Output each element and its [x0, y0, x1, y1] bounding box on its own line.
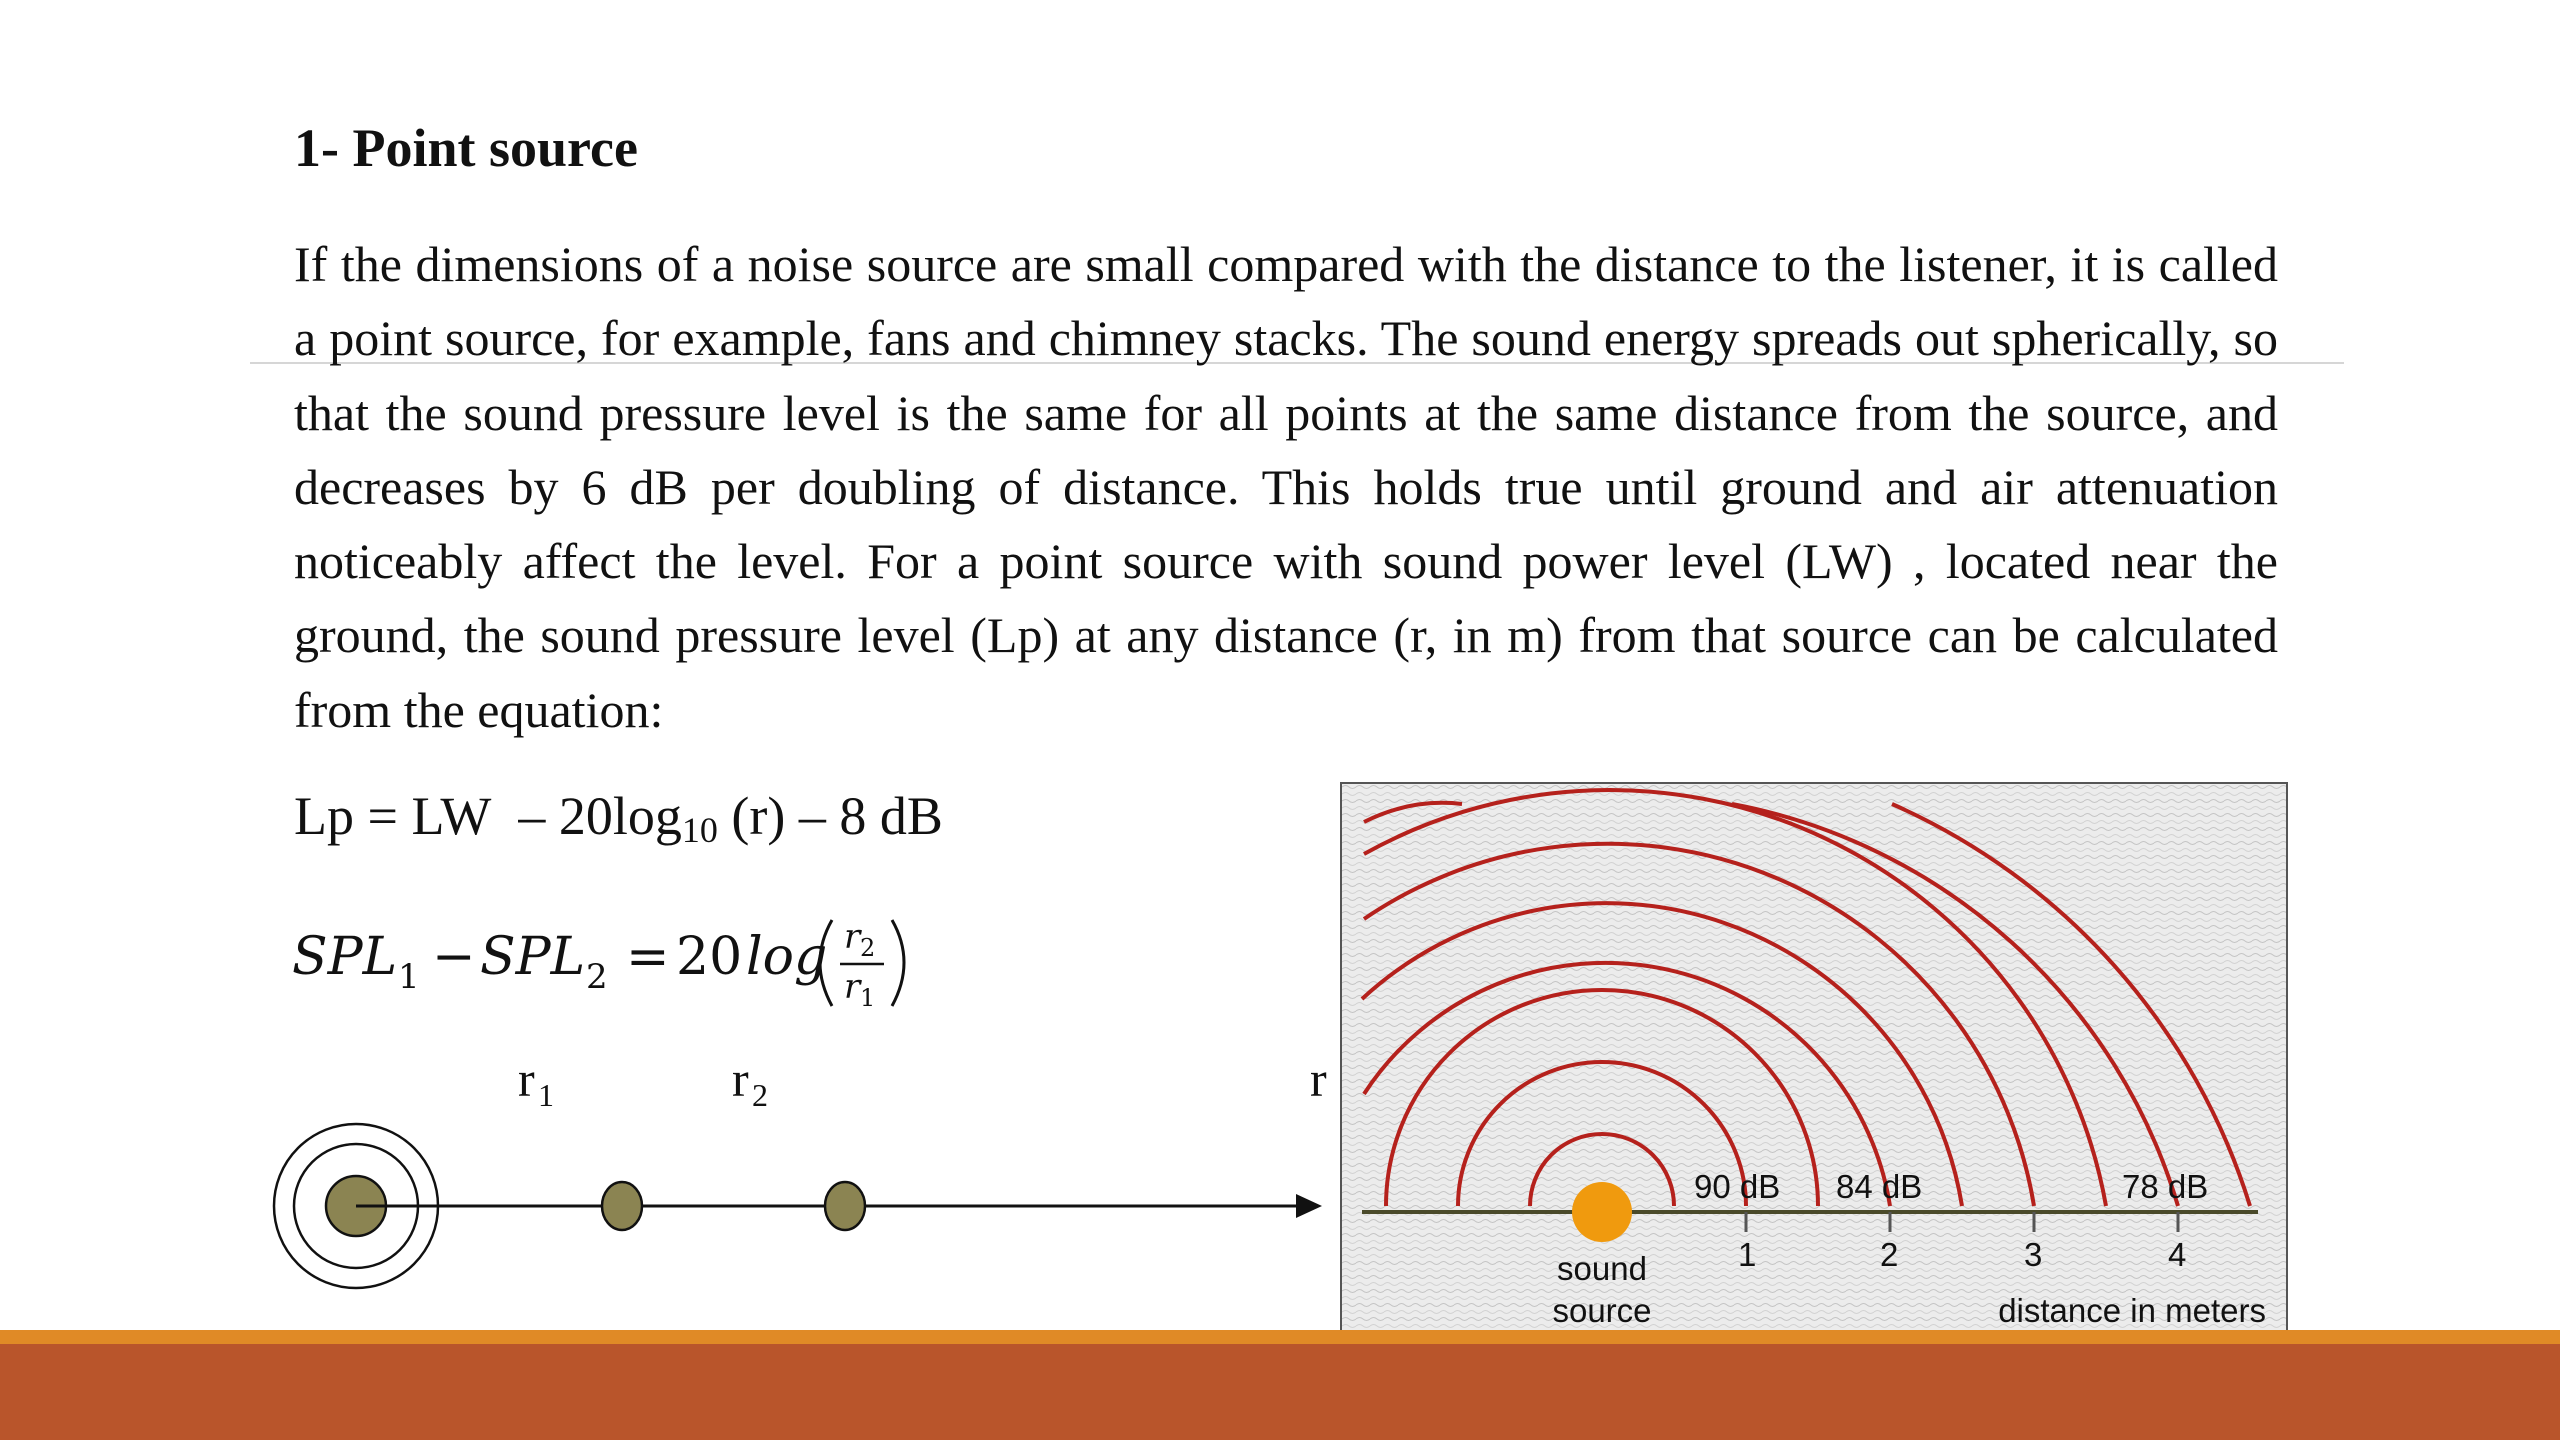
- label-r1-sub: 1: [538, 1077, 554, 1113]
- label-90db: 90 dB: [1694, 1168, 1781, 1205]
- tick-label-3: 3: [2024, 1236, 2043, 1273]
- figure-background: [1342, 784, 2286, 1350]
- eq2-sub1: 1: [398, 957, 420, 997]
- point-r1: [602, 1182, 642, 1230]
- sound-wave-illustration: [1342, 784, 2286, 1350]
- eq1-rhs: (r) – 8 dB: [717, 786, 943, 846]
- label-78db: 78 dB: [2122, 1168, 2209, 1205]
- eq2-coef: 20: [676, 927, 743, 987]
- point-r2: [825, 1182, 865, 1230]
- eq2-log: log: [746, 927, 828, 987]
- eq2-sub2: 2: [586, 957, 608, 997]
- tick-label-1: 1: [1738, 1236, 1757, 1273]
- equation-spl: [284, 900, 984, 1030]
- eq2-right-paren: [892, 920, 904, 1006]
- source-label-line2: source: [1552, 1292, 1652, 1329]
- eq2-num-sub: 2: [860, 934, 876, 962]
- section-heading: 1- Point source: [294, 118, 638, 178]
- eq1-mid: – 20log: [518, 786, 682, 846]
- sound-source-dot: [1572, 1182, 1632, 1242]
- eq2-minus: −: [432, 927, 476, 987]
- footer-bar: [0, 1344, 2560, 1440]
- source-label-line1: sound: [1557, 1250, 1647, 1287]
- eq1-subscript: 10: [681, 810, 718, 850]
- axis-arrowhead: [1296, 1194, 1322, 1218]
- distance-diagram: [260, 1060, 1340, 1310]
- eq2-num: r: [844, 917, 861, 957]
- eq2-equals: =: [626, 927, 670, 987]
- axis-label: distance in meters: [1998, 1292, 2266, 1329]
- sound-propagation-figure: [1340, 782, 2288, 1352]
- label-r2-sub: 2: [752, 1077, 768, 1113]
- label-r1: r: [518, 1060, 535, 1107]
- eq2-den-sub: 1: [860, 984, 876, 1012]
- label-84db: 84 dB: [1836, 1168, 1923, 1205]
- body-paragraph: If the dimensions of a noise source are small compared with the distance to the listener, it is called a point source, for example, fans and chimney stacks. The sound energy spreads out spherically, so that the sound pressure level is the same for all points at the same distance from the source, and decreases by 6 dB per doubling of distance. This holds true until ground and air attenuation noticeably affect the level. For a point source with sound power level (LW) , located near the ground, the sound pressure level (Lp) at any distance (r, in m) from that source can be calculated from the equation:: [294, 236, 2278, 738]
- eq2-spl2: SPL: [480, 927, 586, 987]
- eq1-lhs: Lp = LW: [294, 786, 492, 846]
- label-r: r: [1310, 1060, 1327, 1107]
- eq2-spl1: SPL: [292, 927, 398, 987]
- tick-label-4: 4: [2168, 1236, 2187, 1273]
- footer-accent-bar: [0, 1330, 2560, 1344]
- tick-label-2: 2: [1880, 1236, 1899, 1273]
- eq2-den: r: [844, 967, 861, 1007]
- equation-lp: [294, 784, 943, 862]
- label-r2: r: [732, 1060, 749, 1107]
